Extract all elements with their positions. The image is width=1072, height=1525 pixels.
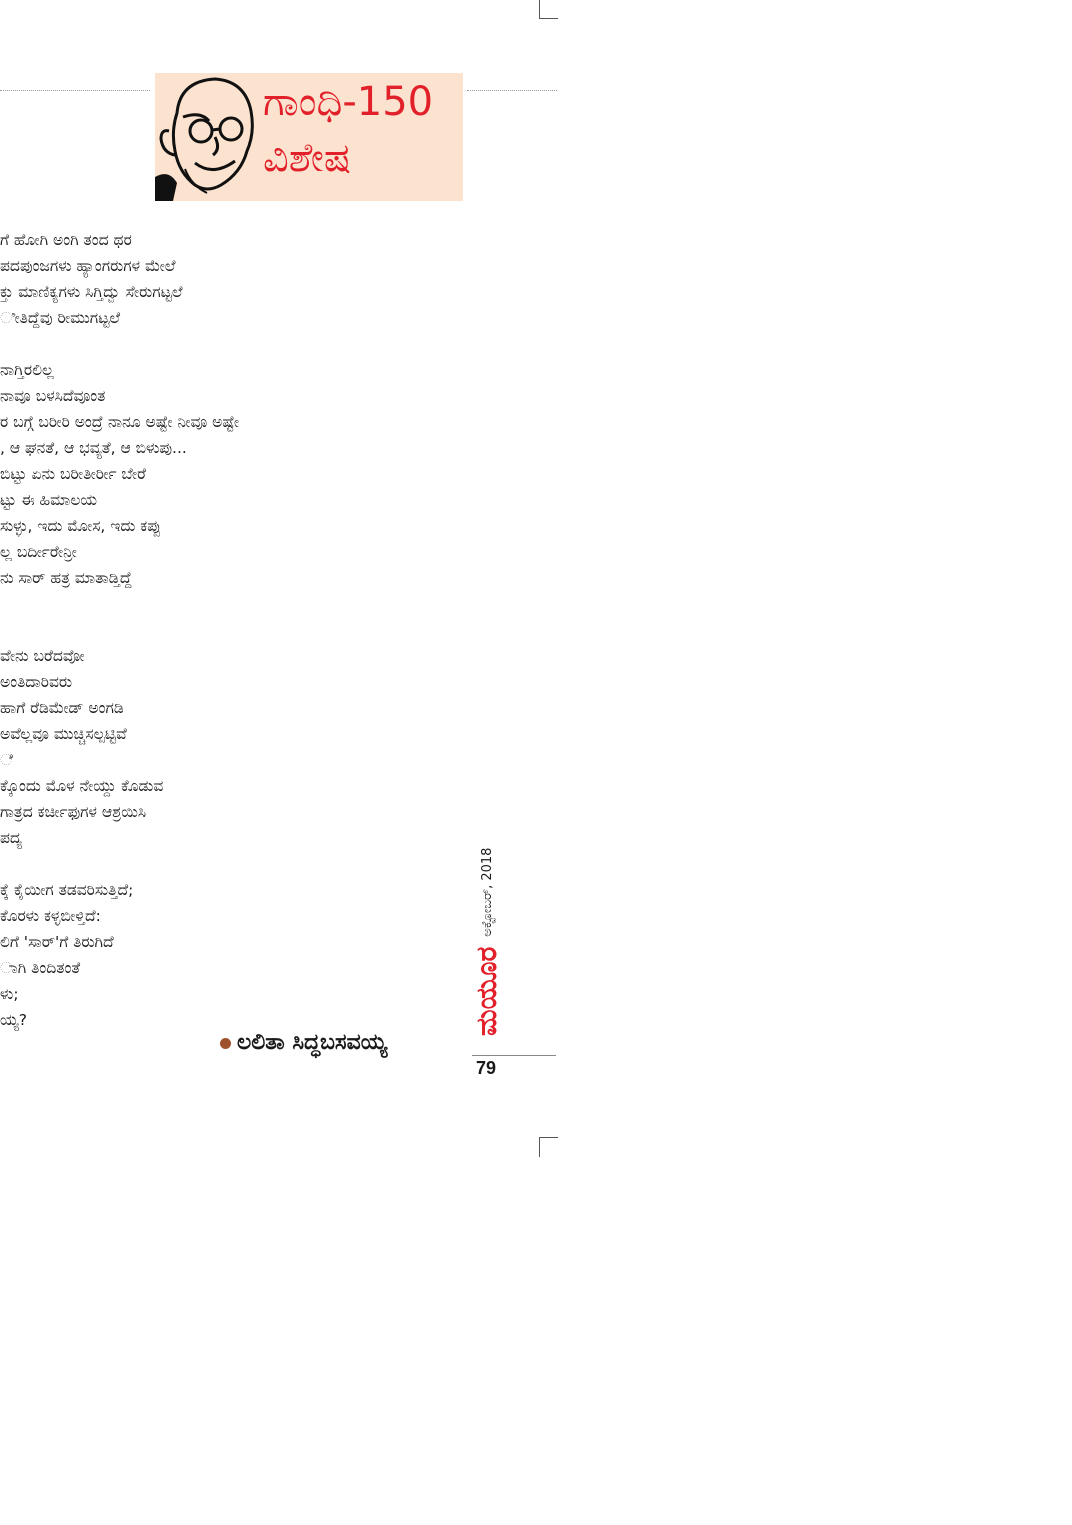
poem-line: ಾಗಿ ತಿಂದಿತಂತೆ <box>0 959 81 977</box>
poem-line: ಗೆ ಹೋಗಿ ಅಂಗಿ ತಂದ ಥರ <box>0 231 132 249</box>
magazine-footer-vertical <box>470 848 504 1036</box>
banner-title: ಗಾಂಧಿ-150 <box>263 79 434 125</box>
poem-line: ನಾಗ್ತಿರಲಿಲ್ಲ <box>0 361 54 379</box>
poem-line: ವೇನು ಬರೆದವೋ <box>0 647 85 665</box>
poem-line: ಅವೆಲ್ಲವೂ ಮುಚ್ಚಿಸಲ್ಪಟ್ಟಿವೆ <box>0 725 127 743</box>
poem-line: ಹಾಗೆ ರೆಡಿಮೇಡ್ ಅಂಗಡಿ <box>0 699 124 717</box>
author-name: ಲಲಿತಾ ಸಿದ್ಧಬಸವಯ್ಯ <box>237 1030 388 1055</box>
poem-line: ರ ಬಗ್ಗೆ ಬರೀರಿ ಅಂದ್ರೆ ನಾನೂ ಅಷ್ಟೇ ನೀವೂ ಅಷ್ಟೇ <box>0 413 240 431</box>
page-number: 79 <box>476 1058 497 1078</box>
poem-line: ಟ್ಟು ಈ ಹಿಮಾಲಯ <box>0 491 97 509</box>
poem-line: ಅಂತಿದಾರಿವರು <box>0 673 73 691</box>
author-byline <box>220 1030 387 1055</box>
poem-line: ಕ್ಕೆ ಕೈಯೀಗ ತಡವರಿಸುತ್ತಿದೆ; <box>0 881 134 899</box>
gandhi-150-banner <box>155 73 463 201</box>
poem-line: ಸುಳ್ಳು, ಇದು ಮೋಸ, ಇದು ಕಪ್ಪು <box>0 517 162 535</box>
issue-date: ಅಕ್ಟೋಬರ್, 2018 <box>479 847 495 937</box>
stanza-gap <box>0 331 345 357</box>
stanza-gap <box>0 591 345 617</box>
crop-mark-top <box>539 0 558 19</box>
poem-line: ಬಿಟ್ಟು ಏನು ಬರೀತೀರ್ರೀ ಬೇರೆ <box>0 465 146 483</box>
poem-line: ಕ್ಕೊಂದು ಮೊಳ ನೇಯ್ದು ಕೊಡುವ <box>0 777 164 795</box>
poem-line: ಪದ್ಯ <box>0 829 23 847</box>
stanza-gap <box>0 617 345 643</box>
poem-line: ಯ್ಯ? <box>0 1011 27 1029</box>
poem-text <box>0 227 345 1033</box>
poem-line: ಕೊರಳು ಕಳ್ಳಬೀಳ್ತಿದೆ: <box>0 907 101 925</box>
poem-line: ಲ್ಲ ಬರ್ದೀರೇನ್ರೀ <box>0 543 77 561</box>
gandhi-portrait-illustration <box>155 73 265 201</box>
magazine-name: ಮಯೂರ <box>470 946 503 1036</box>
poem-line: ಕ್ತು ಮಾಣಿಕ್ಯಗಳು ಸಿಗ್ತಿದ್ವು ಸೇರುಗಟ್ಟಲೆ <box>0 283 183 301</box>
poem-line: ನಾವೂ ಬಳಸಿದೆವೂಂತ <box>0 387 106 405</box>
bullet-dot-icon <box>220 1038 231 1049</box>
poem-line: ನು ಸಾರ್ ಹತ್ರ ಮಾತಾಡ್ತಿದ್ದೆ <box>0 569 132 587</box>
poem-line: ಲಿಗೆ 'ಸಾರ್'ಗೆ ತಿರುಗಿದೆ <box>0 933 114 951</box>
dotted-rule-right <box>467 90 557 91</box>
stanza-gap <box>0 851 345 877</box>
page-number-rule <box>472 1055 556 1056</box>
poem-line: ಗಾತ್ರದ ಕರ್ಚೀಫುಗಳ ಆಶ್ರಯಿಸಿ <box>0 803 147 821</box>
banner-subtitle: ವಿಶೇಷ <box>263 135 352 181</box>
poem-line: ಪದಪುಂಜಗಳು ಹ್ಯಾಂಗರುಗಳ ಮೇಲೆ <box>0 257 176 275</box>
crop-mark-bottom <box>539 1137 558 1157</box>
poem-line: ೆ <box>0 751 13 769</box>
poem-line: ೀತಿದ್ದೆವು ರೀಮುಗಟ್ಟಲೆ <box>0 309 121 327</box>
poem-line: ಳು; <box>0 985 19 1003</box>
poem-line: , ಆ ಘನತೆ, ಆ ಭವ್ಯತೆ, ಆ ಬಿಳುಪು... <box>0 439 187 457</box>
dotted-rule-left <box>0 90 150 91</box>
